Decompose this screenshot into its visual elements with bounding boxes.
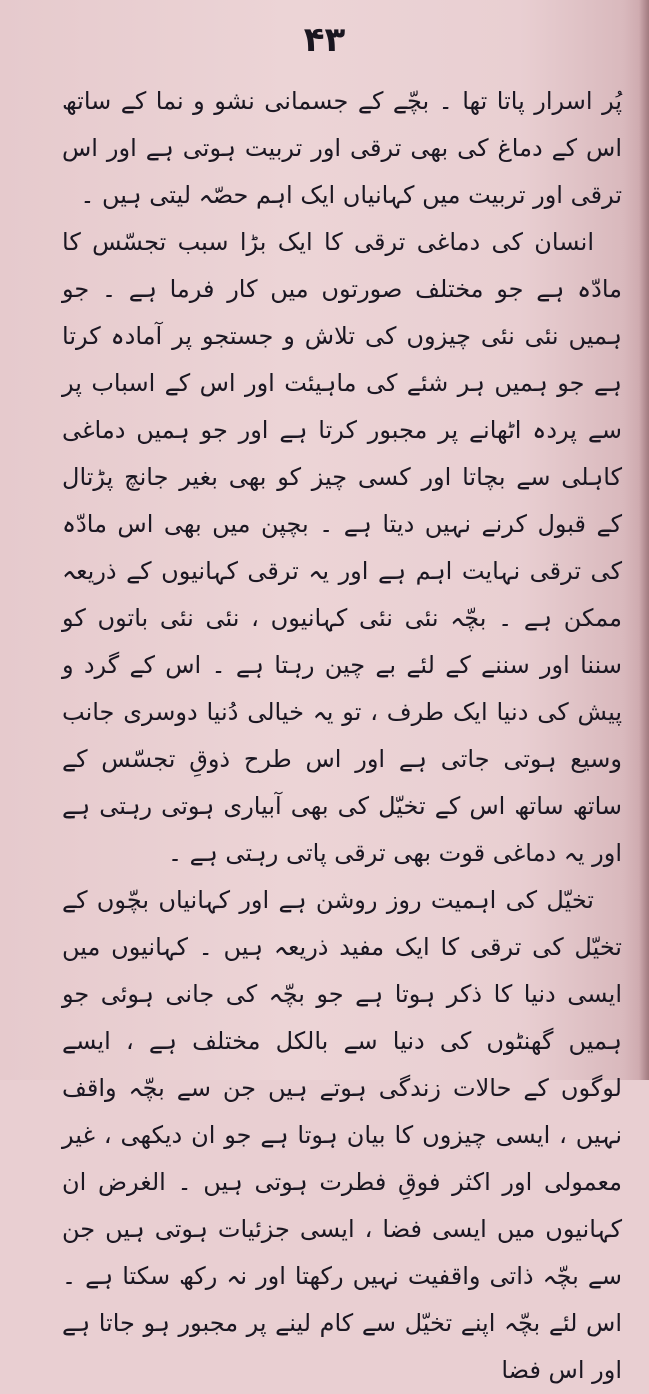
paragraph-1: پُر اسرار پاتا تھا ۔ بچّے کے جسمانی نشو و نما کے ساتھ اس کے دماغ کی بھی ترقی اور تربیت ہوتی ہے اور اس ترقی اور تربیت میں کہانیاں ایک اہم حصّہ لیتی ہیں ۔ (62, 87, 622, 209)
paragraph-3: تخیّل کی اہمیت روز روشن ہے اور کہانیاں بچّوں کے تخیّل کی ترقی کا ایک مفید ذریعہ ہیں ۔ کہانیوں میں ایسی دنیا کا ذکر ہوتا ہے جو بچّہ کی جانی ہوئی جو ہمیں گھنٹوں کی دنیا سے بالکل مختلف ہے ، ایسے لوگوں کے حالات زندگی ہوتے ہیں جن سے بچّہ واقف نہیں ، ایسی چیزوں کا بیان ہوتا ہے جو ان دیکھی ، غیر معمولی اور اکثر فوقِ فطرت ہوتی ہیں ۔ الغرض ان کہانیوں میں ایسی فضا ، ایسی جزئیات ہوتی ہیں جن سے بچّہ ذاتی واقفیت نہیں رکھتا اور نہ رکھ سکتا ہے ۔ اس لئے بچّہ اپنے تخیّل سے کام لینے پر مجبور ہو جاتا ہے اور اس فضا (62, 886, 622, 1384)
body-text (62, 78, 622, 1394)
paragraph-2: انسان کی دماغی ترقی کا ایک بڑا سبب تجسّس کا مادّہ ہے جو مختلف صورتوں میں کار فرما ہے ۔ جو ہمیں نئی نئی چیزوں کی تلاش و جستجو پر آمادہ کرتا ہے جو ہمیں ہر شئے کی ماہیئت اور اس کے اسباب پر سے پردہ اٹھانے پر مجبور کرتا ہے اور جو ہمیں دماغی کاہلی سے بچاتا اور کسی چیز کو بھی بغیر جانچ پڑتال کے قبول کرنے نہیں دیتا ہے ۔ بچپن میں بھی اس مادّہ کی ترقی نہایت اہم ہے اور یہ ترقی کہانیوں کے ذریعہ ممکن ہے ۔ بچّہ نئی نئی کہانیوں ، نئی نئی باتوں کو سننا اور سننے کے لئے بے چین رہتا ہے ۔ اس کے گرد و پیش کی دنیا ایک طرف ، تو یہ خیالی دُنیا دوسری جانب وسیع ہوتی جاتی ہے اور اس طرح ذوقِ تجسّس کے ساتھ ساتھ اس کے تخیّل کی بھی آبیاری ہوتی رہتی ہے اور یہ دماغی قوت بھی ترقی پاتی رہتی ہے ۔ (62, 228, 622, 867)
page-edge-shadow (639, 0, 649, 1080)
page-number: ۴۳ (303, 20, 346, 60)
